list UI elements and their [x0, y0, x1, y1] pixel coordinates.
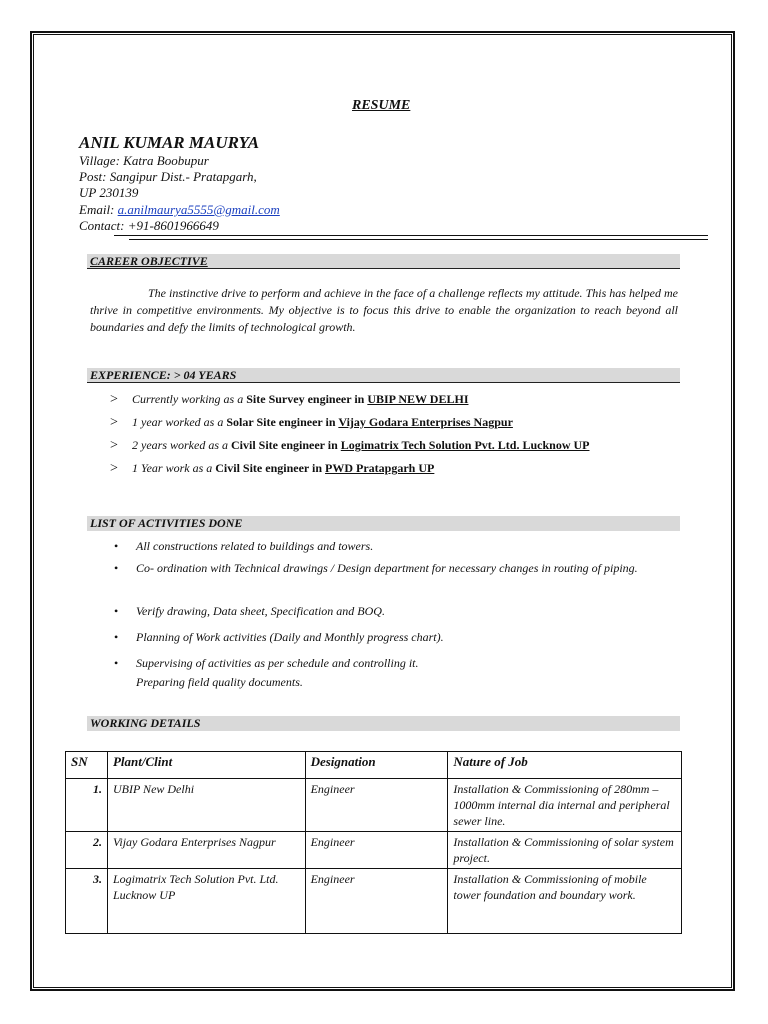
- bullet-icon: •: [114, 561, 119, 575]
- table-row: [66, 832, 682, 869]
- column-header-sn: SN: [66, 752, 108, 779]
- cell-plant: Vijay Godara Enterprises Nagpur: [107, 832, 305, 869]
- column-header-job: Nature of Job: [448, 752, 682, 779]
- bullet-icon: •: [114, 630, 119, 644]
- arrow-icon: >: [110, 392, 118, 407]
- experience-item: > 1 Year work as a Civil Site engineer in PWD Pratapgarh UP: [110, 461, 435, 476]
- document-title: RESUME: [352, 98, 411, 113]
- experience-item: > 2 years worked as a Civil Site engineer in Logimatrix Tech Solution Pvt. Ltd. Lucknow UP: [110, 438, 590, 453]
- cell-job: Installation & Commissioning of 280mm – 1000mm internal dia internal and peripheral sewer line.: [448, 779, 682, 832]
- cell-sn: 3.: [66, 869, 108, 934]
- email-link[interactable]: a.anilmaurya5555@gmail.com: [117, 202, 280, 217]
- address-village: Village: Katra Boobupur: [79, 153, 209, 168]
- experience-heading: EXPERIENCE: > 04 YEARS: [87, 368, 680, 383]
- bullet-icon: •: [114, 539, 119, 553]
- activities-heading: LIST OF ACTIVITIES DONE: [87, 516, 680, 531]
- table-header-row: [66, 752, 682, 779]
- bullet-icon: •: [114, 656, 119, 670]
- cell-designation: Engineer: [305, 832, 448, 869]
- career-objective-heading: CAREER OBJECTIVE: [87, 254, 680, 269]
- career-objective-text: The instinctive drive to perform and achieve in the face of a challenge reflects my attitude. This has helped me thrive in competitive environments. My objective is to focus this drive to enable the organization to reach beyond all boundaries and defy the limits of technological growth.: [90, 286, 678, 334]
- header-divider-top: [114, 235, 708, 236]
- experience-item: > Currently working as a Site Survey engineer in UBIP NEW DELHI: [110, 392, 469, 407]
- arrow-icon: >: [110, 438, 118, 453]
- address-post: Post: Sangipur Dist.- Pratapgarh,: [79, 169, 257, 184]
- contact-line: Contact: +91-8601966649: [79, 218, 219, 233]
- cell-job: Installation & Commissioning of mobile tower foundation and boundary work.: [448, 869, 682, 934]
- arrow-icon: >: [110, 461, 118, 476]
- working-details-heading: WORKING DETAILS: [87, 716, 680, 731]
- cell-job: Installation & Commissioning of solar system project.: [448, 832, 682, 869]
- cell-plant: UBIP New Delhi: [107, 779, 305, 832]
- email-line: [79, 202, 280, 218]
- candidate-name: ANIL KUMAR MAURYA: [79, 133, 260, 152]
- bullet-icon: •: [114, 604, 119, 618]
- cell-designation: Engineer: [305, 869, 448, 934]
- experience-item: > 1 year worked as a Solar Site engineer in Vijay Godara Enterprises Nagpur: [110, 415, 513, 430]
- column-header-plant: Plant/Clint: [107, 752, 305, 779]
- cell-plant: Logimatrix Tech Solution Pvt. Ltd. Lucknow UP: [107, 869, 305, 934]
- table-row: [66, 869, 682, 934]
- column-header-designation: Designation: [305, 752, 448, 779]
- email-label: Email:: [79, 202, 118, 217]
- cell-sn: 2.: [66, 832, 108, 869]
- address-state: UP 230139: [79, 185, 139, 200]
- header-divider-bottom: [129, 239, 708, 240]
- cell-designation: Engineer: [305, 779, 448, 832]
- cell-sn: 1.: [66, 779, 108, 832]
- table-row: [66, 779, 682, 832]
- working-details-table: [65, 751, 682, 934]
- arrow-icon: >: [110, 415, 118, 430]
